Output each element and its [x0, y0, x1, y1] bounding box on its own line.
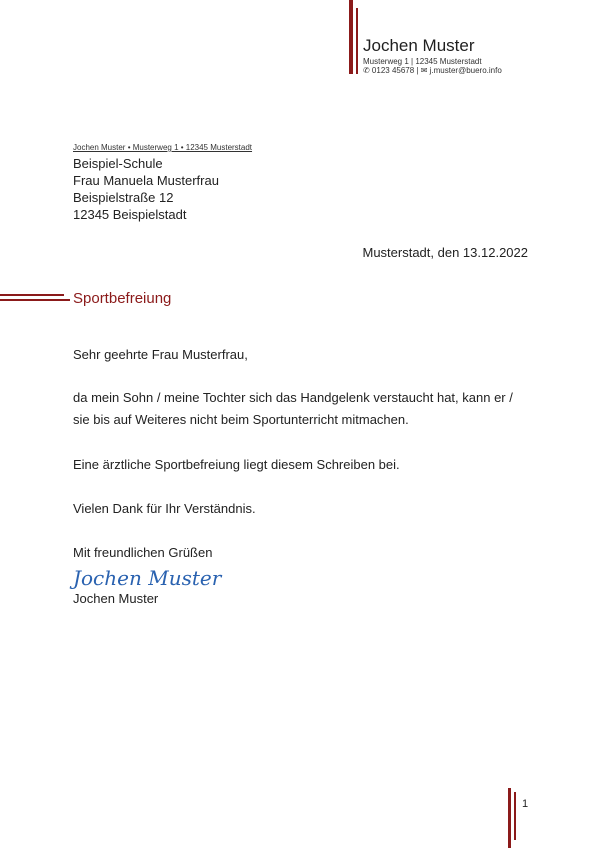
recipient-line: Beispiel-Schule	[73, 156, 163, 171]
recipient-line: Beispielstraße 12	[73, 190, 174, 205]
salutation: Sehr geehrte Frau Musterfrau,	[73, 347, 248, 362]
sender-name: Jochen Muster	[363, 36, 475, 55]
sender-address: Musterweg 1 | 12345 Musterstadt	[363, 57, 482, 66]
body-paragraph: da mein Sohn / meine Tochter sich das Handgelenk verstaucht hat, kann er / sie bis auf Weiteres nicht beim Sportunterricht mitmachen.	[73, 390, 513, 427]
subject-rule-bottom	[0, 299, 70, 301]
recipient-line: Frau Manuela Musterfrau	[73, 173, 219, 188]
sender-contact: ✆ 0123 45678 | ✉ j.muster@buero.info	[363, 66, 502, 75]
footer-accent-bar-thin	[514, 792, 516, 840]
signer-name: Jochen Muster	[73, 591, 159, 606]
body-paragraph: Vielen Dank für Ihr Verständnis.	[73, 501, 256, 516]
body-paragraph: Eine ärztliche Sportbefreiung liegt diesem Schreiben bei.	[73, 457, 400, 472]
header-accent-bar-thin	[356, 8, 358, 74]
handwritten-signature: Jochen Muster	[73, 566, 222, 590]
subject-line: Sportbefreiung	[73, 290, 172, 307]
recipient-line: 12345 Beispielstadt	[73, 207, 187, 222]
recipient-address	[73, 155, 219, 223]
closing: Mit freundlichen Grüßen	[73, 545, 213, 560]
header-accent-bar-thick	[349, 0, 353, 74]
letter-date: Musterstadt, den 13.12.2022	[362, 245, 528, 260]
footer-accent-bar-thick	[508, 788, 511, 848]
page-number: 1	[522, 798, 529, 810]
return-address: Jochen Muster • Musterweg 1 • 12345 Musterstadt	[73, 143, 253, 152]
subject-rule-top	[0, 294, 64, 296]
